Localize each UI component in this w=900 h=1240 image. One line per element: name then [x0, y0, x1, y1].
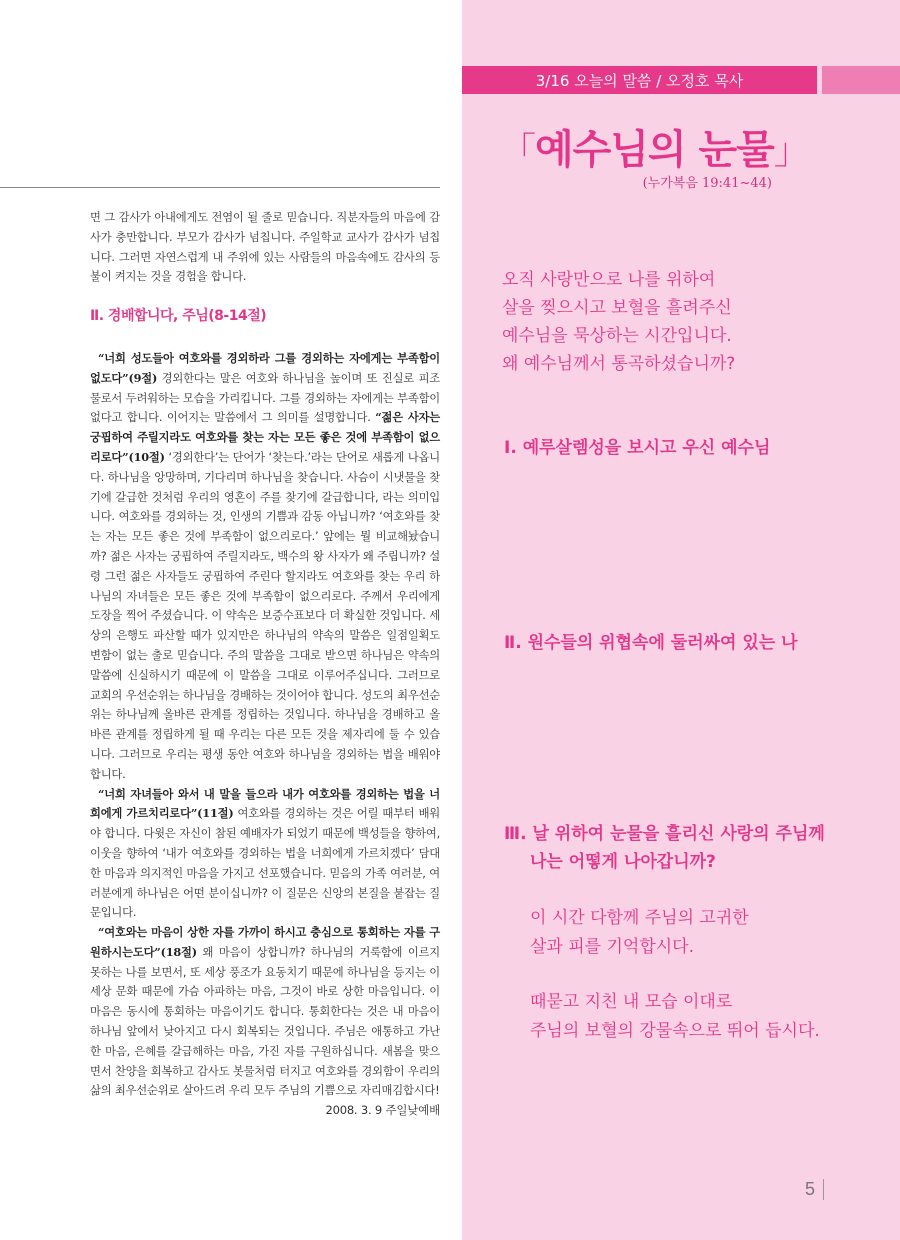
title-text: 예수님의 눈물	[535, 127, 774, 173]
header-divider	[0, 187, 440, 188]
title-open-bracket: 「	[500, 131, 536, 172]
scripture-quote: “여호와는 마음이 상한 자를 가까이 하시고 충심으로 통회하는 자를 구원하시는도다”	[90, 925, 440, 959]
verse-ref: (9절)	[128, 370, 158, 385]
body-paragraph-3	[90, 785, 440, 924]
intro-line: 오직 사랑만으로 나를 위하여	[502, 270, 716, 290]
banner-accent-block	[822, 66, 900, 94]
intro-line: 왜 예수님께서 통곡하셨습니까?	[502, 354, 736, 374]
point-3-line-2: 나는 어떻게 나아갑니까?	[530, 852, 716, 872]
closing-block-2	[530, 988, 890, 1046]
page-number: 5	[805, 1179, 824, 1200]
title-close-bracket: 」	[773, 131, 809, 172]
verse-ref: (10절)	[128, 449, 165, 464]
body-text: 여호와를 경외하는 것은 어릴 때부터 배워야 합니다. 다윗은 자신이 참된 예배자가 되었기 때문에 백성들을 향하여, 이웃을 향하여 ‘내가 여호와를 경외하는 법을 너희에게 가르치겠다’ 담대한 마음과 의지적인 마음을 가지고 선포했습니다. 믿음의 가족 여러분, 여러분에게 하나님은 어떤 분이십니까? 이 질문은 신앙의 본질을 붙잡는 질문입니다.	[90, 807, 441, 920]
date-author-text: 3/16 오늘의 말씀 / 오정호 목사	[535, 71, 744, 90]
verse-ref: (11절)	[197, 806, 234, 821]
body-text: ‘경외한다’는 단어가 ‘찾는다.’라는 단어로 새롭게 나옵니다. 하나님을 앙망하며, 기다리며 하나님을 찾습니다. 사슴이 시냇물을 찾기에 갈급한 것처럼 우리의 영혼이 주를 찾기에 갈급합니다, 라는 의미입니다. 여호와를 경외하는 것, 인생의 기쁨과 감동 아닙니까? ‘여호와를 찾는 자는 모든 좋은 것에 부족함이 없으리로다.’ 앞에는 뭘 비교해놨습니까? 젊은 사자는 궁핍하여 주릴지라도, 백수의 왕 사자가 왜 주립니까? 설령 그런 젊은 사자들도 궁핍하여 주린다 할지라도 여호와를 찾는 우리 하나님의 자녀들은 모든 좋은 것에 부족함이 없으리로다. 주께서 우리에게 도장을 찍어 주셨습니다. 이 약속은 보증수표보다 더 확실한 것입니다. 세상의 은행도 파산할 때가 있지만은 하나님의 약속의 말씀은 일점일획도 변함이 없는 출로 믿습니다. 주의 말씀을 그대로 받으면 하나님은 약속의 말씀에 신실하시기 때문에 이 말씀을 그대로 이루어주십니다. 그러므로 교회의 우선순위는 하나님을 경배하는 것이어야 합니다. 성도의 최우선순위는 하나님께 올바른 관계를 정립하는 것입니다. 하나님을 경배하고 올바른 관계를 정립하게 될 때 우리는 다른 모든 것을 제자리에 둘 수 있습니다. 그러므로 우리는 평생 동안 여호와 하나님을 경외하는 법을 배워야 합니다.	[90, 450, 440, 781]
closing-block-1	[530, 904, 890, 962]
sermon-title	[500, 118, 880, 175]
scripture-reference: (누가복음 19:41~44)	[642, 176, 772, 191]
body-column	[90, 208, 440, 1121]
body-paragraph-2	[90, 349, 440, 785]
point-2	[504, 629, 884, 657]
point-3-line-1: Ⅲ. 날 위하여 눈물을 흘리신 사랑의 주님께	[504, 824, 825, 844]
scripture-quote: “너희 성도들아 여호와를 경외하라 그를 경외하는 자에게는 부족함이 없도다”	[90, 350, 440, 385]
body-text: 왜 마음이 상합니까? 하나님의 거룩함에 이르지 못하는 나를 보면서, 또 세상 풍조가 요동치기 때문에 하나님을 등지는 이 세상 문화 때문에 가슴 아파하는 마음, 그것이 바로 상한 마음입니다. 이 마음은 동시에 통회하는 마음이기도 합니다. 통회한다는 것은 내 마음이 하나님 앞에서 낮아지고 다시 회복되는 것입니다. 주님은 애통하고 가난한 마음, 은혜를 갈급해하는 마음, 가진 자를 구원하십니다. 새봄을 맞으면서 찬양을 회복하고 감사도 봇물처럼 터지고 여호와를 경외함이 우리의 삶의 최우선순위로 살아드려 우리 모두 주님의 기쁨으로 자리매김합시다!	[90, 945, 440, 1098]
section-heading: Ⅱ. 경배합니다, 주님(8-14절)	[90, 308, 267, 325]
point-3	[504, 820, 884, 876]
intro-text	[502, 266, 882, 378]
date-author-banner	[462, 66, 817, 94]
scripture-quote: “젊은 사자는 궁핍하여 주릴지라도 여호와를 찾는 자는 모든 좋은 것에 부족함이 없으리로다”	[90, 410, 440, 464]
closing-line: 주님의 보혈의 강물속으로 뛰어 듭시다.	[530, 1021, 820, 1041]
sermon-date-signoff: 2008. 3. 9 주일낮예배	[325, 1103, 440, 1118]
body-text: 경외한다는 말은 여호와 하나님을 높이며 또 진실로 피조물로서 두려워하는 모습을 가리킵니다. 그를 경외하는 자에게는 부족함이 없다고 합니다. 이어지는 말씀에서 그 의미를 설명합니다.	[90, 371, 440, 425]
scripture-quote: “너희 자녀들아 와서 내 말을 들으라 내가 여호와를 경외하는 법을 너희에게 가르치리로다”	[90, 786, 440, 821]
closing-line: 살과 피를 기억합시다.	[530, 937, 695, 957]
point-2-line: Ⅱ. 원수들의 위협속에 둘러싸여 있는 나	[504, 633, 798, 653]
closing-line: 이 시간 다함께 주님의 고귀한	[530, 908, 749, 928]
body-paragraph-4	[90, 923, 440, 1101]
point-1	[504, 434, 884, 462]
intro-line: 예수님을 묵상하는 시간입니다.	[502, 326, 732, 346]
verse-ref: (18절)	[160, 944, 197, 959]
body-paragraph-1: 면 그 감사가 아내에게도 전염이 될 줄로 믿습니다. 직분자들의 마음에 감사가 충만합니다. 부모가 감사가 넘칩니다. 주일학교 교사가 감사가 넘칩니다. 그러면 자연스럽게 내 주위에 있는 사람들의 마음속에도 감사의 등불이 켜지는 것을 경험을 합니다.	[90, 211, 440, 284]
point-1-line: Ⅰ. 예루살렘성을 보시고 우신 예수님	[504, 438, 771, 458]
intro-line: 살을 찢으시고 보혈을 흘려주신	[502, 298, 732, 318]
closing-line: 때묻고 지친 내 모습 이대로	[530, 992, 733, 1012]
